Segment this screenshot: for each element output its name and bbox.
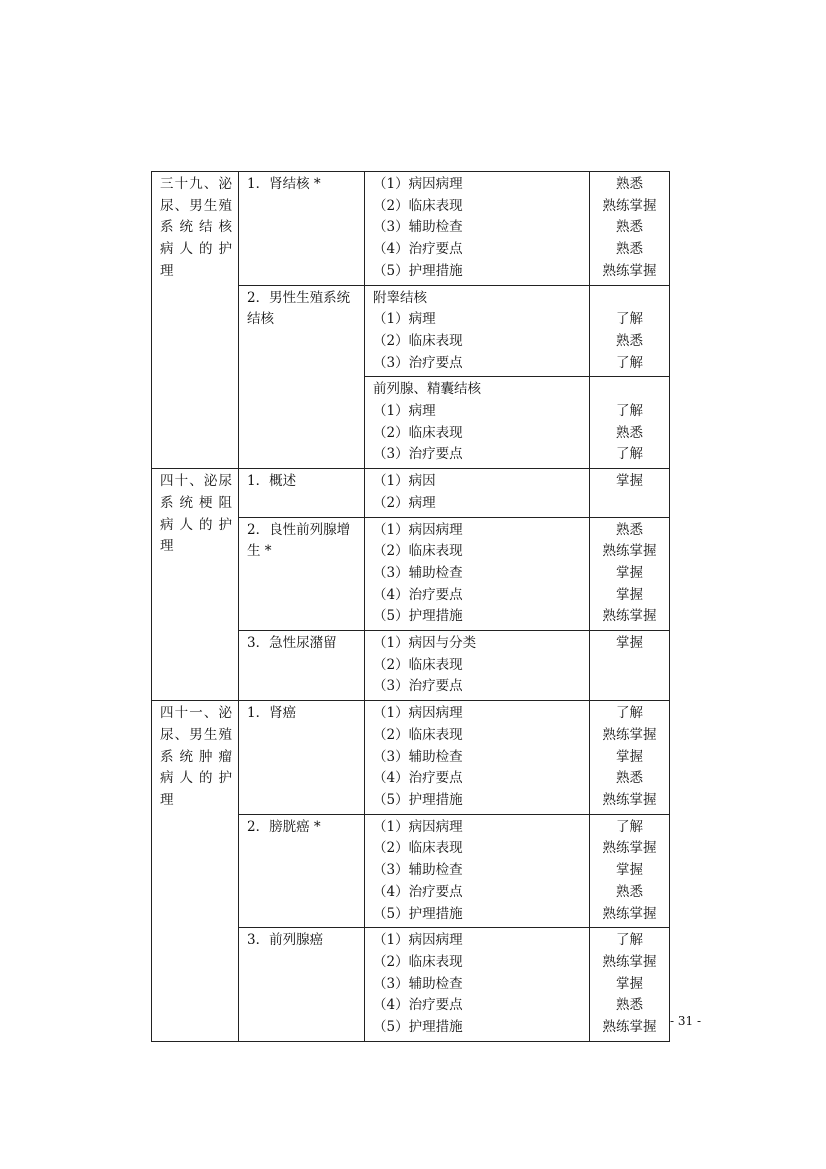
level-text: 熟悉 [616, 219, 643, 236]
topic-cell [239, 814, 365, 928]
level-cell [590, 285, 670, 377]
level-cell [590, 631, 670, 701]
item-text: （2）临床表现 [373, 840, 463, 857]
group-heading: 前列腺、精囊结核 [373, 381, 481, 398]
topic-label [239, 286, 364, 333]
text-line: 尿、男生殖 [160, 197, 232, 214]
level-spacer [590, 288, 669, 310]
item-text: （5）护理措施 [373, 791, 463, 808]
levels-list [590, 469, 669, 495]
level-text: 熟练掌握 [602, 791, 657, 808]
items-list [365, 172, 589, 285]
topic-label [239, 631, 364, 657]
level-text: 掌握 [616, 862, 643, 879]
item-text: （1）病理 [373, 311, 436, 328]
item-text: （3）辅助检查 [373, 748, 463, 765]
syllabus-table-body [152, 172, 670, 1042]
text-line: 1．概述 [247, 473, 297, 490]
text-line: 2．男性生殖系统 [247, 289, 351, 306]
level-text: 熟练掌握 [602, 197, 657, 214]
text-line: 2．良性前列腺增 [247, 521, 351, 538]
level-text: 了解 [616, 705, 643, 722]
items-cell [365, 631, 590, 701]
topic-cell [239, 172, 365, 286]
text-line: 3．前列腺癌 [247, 932, 324, 949]
text-line: 1．肾结核 * [247, 176, 321, 192]
level-text: 熟悉 [616, 424, 643, 441]
text-line: 1．肾癌 [247, 705, 297, 722]
section-title [152, 469, 238, 560]
level-cell [590, 469, 670, 517]
level-text: 熟悉 [616, 176, 643, 192]
text-line: 理 [160, 791, 174, 808]
item-text: （4）治疗要点 [373, 770, 463, 787]
item-text: （2）临床表现 [373, 332, 463, 349]
item-text: （1）病因 [373, 473, 436, 490]
item-text: （4）治疗要点 [373, 241, 463, 258]
topic-cell [239, 631, 365, 701]
items-cell [365, 377, 590, 469]
text-line: 系统结核 [160, 219, 232, 236]
topic-label [239, 518, 364, 565]
topic-label [239, 172, 364, 198]
item-text: （1）病因病理 [373, 705, 463, 722]
text-line: 病人的护 [160, 770, 232, 787]
item-text: （2）临床表现 [373, 656, 463, 673]
level-cell [590, 701, 670, 815]
item-text: （4）治疗要点 [373, 883, 463, 900]
item-text: （2）临床表现 [373, 543, 463, 560]
level-text: 熟悉 [616, 241, 643, 258]
text-line: 结核 [247, 311, 274, 328]
items-list [365, 815, 589, 928]
item-text: （3）辅助检查 [373, 975, 463, 992]
item-text: （2）临床表现 [373, 424, 463, 441]
topic-label [239, 701, 364, 727]
topic-cell [239, 285, 365, 469]
item-text: （2）病理 [373, 494, 436, 511]
table-row [152, 469, 670, 517]
item-text: （1）病理 [373, 403, 436, 420]
text-line: 生 * [247, 543, 272, 560]
item-text: （3）辅助检查 [373, 564, 463, 581]
levels-list [590, 172, 669, 285]
level-text: 熟悉 [616, 997, 643, 1014]
topic-label [239, 815, 364, 841]
item-text: （3）辅助检查 [373, 219, 463, 236]
item-text: （5）护理措施 [373, 1019, 463, 1036]
items-list [365, 928, 589, 1041]
item-text: （4）治疗要点 [373, 997, 463, 1014]
level-text: 了解 [616, 818, 643, 835]
topic-cell [239, 517, 365, 631]
table-row [152, 172, 670, 286]
text-line: 系统肿瘤 [160, 748, 232, 765]
levels-list [590, 815, 669, 928]
level-text: 熟练掌握 [602, 1019, 657, 1036]
level-text: 熟悉 [616, 770, 643, 787]
level-text: 掌握 [616, 975, 643, 992]
topic-label [239, 469, 364, 495]
level-text: 熟练掌握 [602, 840, 657, 857]
levels-list [590, 701, 669, 814]
text-line: 尿、男生殖 [160, 726, 232, 743]
level-text: 掌握 [616, 635, 643, 652]
items-cell [365, 285, 590, 377]
item-text: （2）临床表现 [373, 953, 463, 970]
level-text: 掌握 [616, 586, 643, 603]
text-line: 病人的护 [160, 516, 232, 533]
text-line: 理 [160, 538, 174, 555]
items-cell [365, 701, 590, 815]
level-text: 熟练掌握 [602, 543, 657, 560]
level-cell [590, 377, 670, 469]
table-row [152, 701, 670, 815]
level-text: 了解 [616, 446, 643, 463]
items-cell [365, 928, 590, 1042]
level-cell [590, 517, 670, 631]
levels-list [590, 631, 669, 657]
text-line: 病人的护 [160, 241, 232, 258]
items-list [365, 518, 589, 631]
items-list [365, 286, 589, 377]
items-list [365, 701, 589, 814]
level-text: 熟练掌握 [602, 726, 657, 743]
item-text: （3）治疗要点 [373, 354, 463, 371]
item-text: （2）临床表现 [373, 726, 463, 743]
level-text: 熟练掌握 [602, 953, 657, 970]
level-text: 掌握 [616, 473, 643, 490]
section-title-cell [152, 469, 239, 701]
level-cell [590, 928, 670, 1042]
level-text: 熟悉 [616, 883, 643, 900]
level-text: 熟悉 [616, 332, 643, 349]
level-text: 了解 [616, 403, 643, 420]
level-text: 掌握 [616, 748, 643, 765]
items-cell [365, 469, 590, 517]
level-text: 熟悉 [616, 521, 643, 538]
levels-list [590, 377, 669, 468]
level-cell [590, 814, 670, 928]
item-text: （3）治疗要点 [373, 446, 463, 463]
level-text: 熟练掌握 [602, 608, 657, 625]
level-text: 了解 [616, 311, 643, 328]
level-spacer [590, 379, 669, 401]
item-text: （4）治疗要点 [373, 586, 463, 603]
level-text: 了解 [616, 932, 643, 949]
item-text: （3）治疗要点 [373, 678, 463, 695]
text-line: 四十一、泌 [160, 705, 232, 722]
section-title [152, 172, 238, 285]
text-line: 理 [160, 262, 174, 279]
syllabus-table [151, 171, 670, 1042]
levels-list [590, 286, 669, 377]
text-line: 三十九、泌 [160, 176, 232, 192]
levels-list [590, 518, 669, 631]
text-line: 2．膀胱癌 * [247, 818, 321, 835]
section-title-cell [152, 172, 239, 469]
topic-cell [239, 701, 365, 815]
item-text: （2）临床表现 [373, 197, 463, 214]
items-cell [365, 172, 590, 286]
page-number: - 31 - [670, 1014, 702, 1028]
item-text: （1）病因病理 [373, 932, 463, 949]
level-text: 熟练掌握 [602, 905, 657, 922]
topic-cell [239, 469, 365, 517]
item-text: （1）病因病理 [373, 521, 463, 538]
levels-list [590, 928, 669, 1041]
item-text: （5）护理措施 [373, 905, 463, 922]
group-heading: 附睾结核 [373, 289, 427, 306]
items-cell [365, 814, 590, 928]
text-line: 四十、泌尿 [160, 473, 232, 490]
level-cell [590, 172, 670, 286]
level-text: 掌握 [616, 564, 643, 581]
items-list [365, 377, 589, 468]
item-text: （5）护理措施 [373, 262, 463, 279]
level-text: 了解 [616, 354, 643, 371]
section-title-cell [152, 701, 239, 1042]
level-text: 熟练掌握 [602, 262, 657, 279]
topic-cell [239, 928, 365, 1042]
item-text: （1）病因与分类 [373, 635, 477, 652]
items-list [365, 631, 589, 700]
item-text: （1）病因病理 [373, 176, 463, 192]
item-text: （5）护理措施 [373, 608, 463, 625]
item-text: （3）辅助检查 [373, 862, 463, 879]
topic-label [239, 928, 364, 954]
section-title [152, 701, 238, 814]
items-list [365, 469, 589, 516]
items-cell [365, 517, 590, 631]
item-text: （1）病因病理 [373, 818, 463, 835]
text-line: 3．急性尿潴留 [247, 635, 337, 652]
text-line: 系统梗阻 [160, 494, 232, 511]
